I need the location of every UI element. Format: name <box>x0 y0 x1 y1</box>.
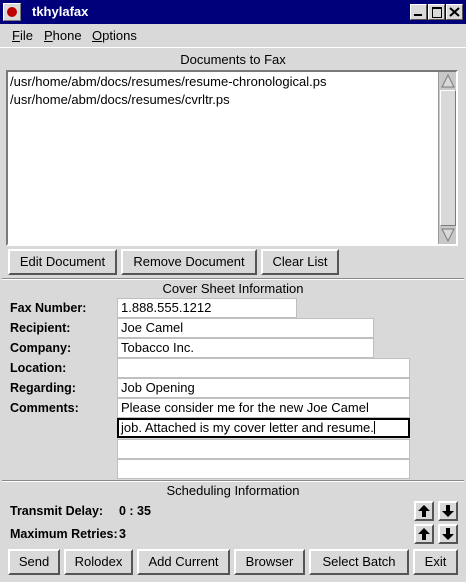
company-field[interactable]: Tobacco Inc. <box>117 338 374 358</box>
arrow-up-icon <box>417 504 431 518</box>
company-label: Company: <box>10 341 72 355</box>
delay-increase-button[interactable] <box>414 501 434 521</box>
documents-list[interactable] <box>6 70 458 246</box>
close-icon <box>449 7 460 17</box>
transmit-delay-value: 0 : 35 <box>119 504 151 518</box>
location-field[interactable] <box>117 358 410 378</box>
arrow-down-icon <box>441 527 455 541</box>
divider <box>2 480 464 482</box>
recipient-field[interactable]: Joe Camel <box>117 318 374 338</box>
send-button[interactable]: Send <box>8 549 60 575</box>
scheduling-heading: Scheduling Information <box>166 483 300 498</box>
scroll-up-icon[interactable] <box>440 73 456 89</box>
maximum-retries-label: Maximum Retries: <box>10 527 118 541</box>
regarding-field[interactable]: Job Opening <box>117 378 410 398</box>
menu-file[interactable]: File <box>12 28 33 43</box>
comments-label: Comments: <box>10 401 79 415</box>
documents-heading: Documents to Fax <box>180 52 286 67</box>
add-current-button[interactable]: Add Current <box>137 549 230 575</box>
transmit-delay-label: Transmit Delay: <box>10 504 104 518</box>
comments-line-1[interactable]: Please consider me for the new Joe Camel <box>117 398 410 418</box>
clear-list-button[interactable]: Clear List <box>261 249 339 275</box>
window-title: tkhylafax <box>32 4 89 19</box>
exit-button[interactable]: Exit <box>413 549 458 575</box>
edit-document-button[interactable]: Edit Document <box>8 249 117 275</box>
menu-phone[interactable]: Phone <box>44 28 82 43</box>
fax-number-field[interactable]: 1.888.555.1212 <box>117 298 297 318</box>
documents-scrollbar[interactable] <box>438 72 456 244</box>
list-item[interactable]: /usr/home/abm/docs/resumes/resume-chronological.ps <box>10 74 327 89</box>
browser-button[interactable]: Browser <box>234 549 305 575</box>
arrow-up-icon <box>417 527 431 541</box>
close-button[interactable] <box>446 4 463 20</box>
regarding-label: Regarding: <box>10 381 76 395</box>
comments-line-3[interactable] <box>117 439 410 459</box>
maximize-button[interactable] <box>428 4 445 20</box>
menu-options[interactable]: Options <box>92 28 137 43</box>
retries-decrease-button[interactable] <box>438 524 458 544</box>
retries-increase-button[interactable] <box>414 524 434 544</box>
divider <box>2 278 464 280</box>
location-label: Location: <box>10 361 67 375</box>
rolodex-button[interactable]: Rolodex <box>64 549 133 575</box>
comments-line-2[interactable]: job. Attached is my cover letter and resume. <box>117 418 410 438</box>
scrollbar-thumb[interactable] <box>440 90 456 226</box>
select-batch-button[interactable]: Select Batch <box>309 549 409 575</box>
minimize-button[interactable] <box>410 4 427 20</box>
cover-sheet-heading: Cover Sheet Information <box>162 281 304 296</box>
fax-number-label: Fax Number: <box>10 301 87 315</box>
text-caret <box>374 421 375 434</box>
menu-bar <box>0 24 466 48</box>
list-item[interactable]: /usr/home/abm/docs/resumes/cvrltr.ps <box>10 92 230 107</box>
scroll-down-icon[interactable] <box>440 227 456 243</box>
recipient-label: Recipient: <box>10 321 71 335</box>
remove-document-button[interactable]: Remove Document <box>121 249 257 275</box>
maximum-retries-value: 3 <box>119 527 126 541</box>
arrow-down-icon <box>441 504 455 518</box>
comments-line-4[interactable] <box>117 459 410 479</box>
title-bar[interactable] <box>0 0 466 24</box>
window-menu-icon[interactable] <box>3 3 21 21</box>
delay-decrease-button[interactable] <box>438 501 458 521</box>
